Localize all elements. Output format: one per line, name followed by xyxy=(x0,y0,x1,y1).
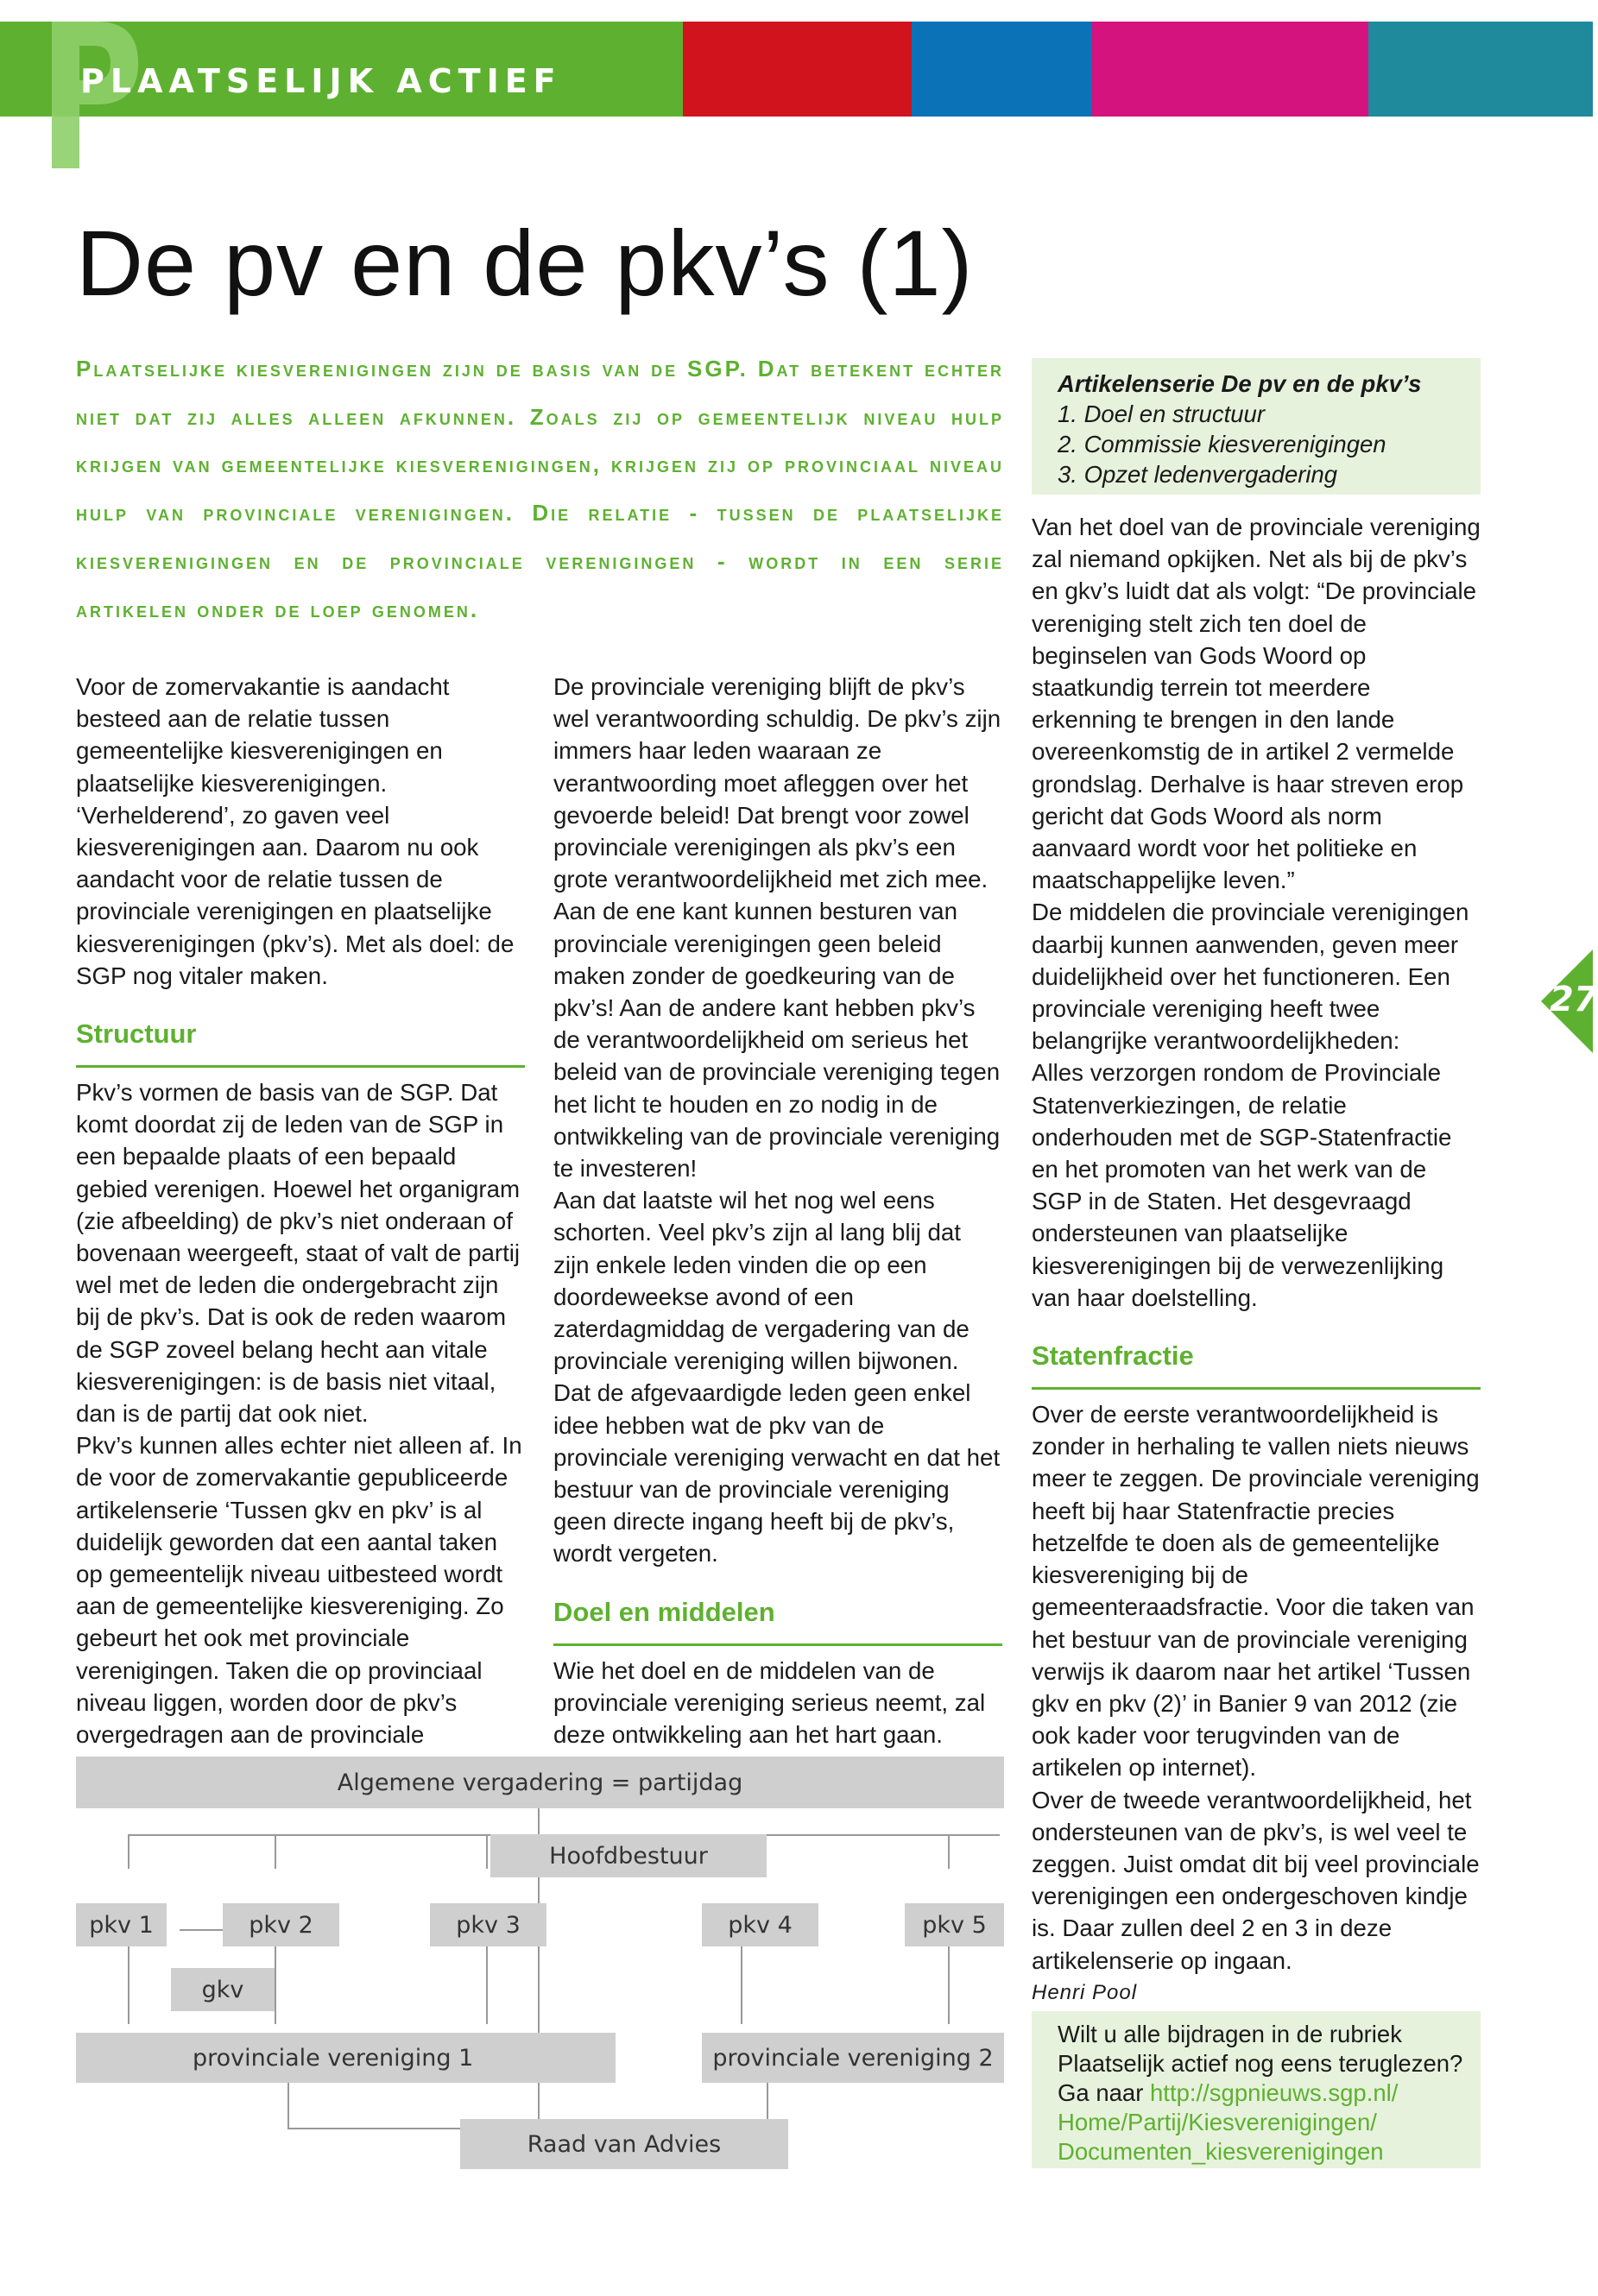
series-item: 3. Opzet ledenvergadering xyxy=(1058,461,1338,488)
text-column-3 xyxy=(1032,511,1481,2009)
subheading-statenfractie: Statenfractie xyxy=(1032,1340,1481,1390)
org-pkv-5: pkv 5 xyxy=(905,1903,1004,1946)
organigram xyxy=(76,1757,1004,2179)
org-pkv-1: pkv 1 xyxy=(76,1903,167,1946)
paragraph: Pkv’s kunnen alles echter niet alleen af. In de voor de zomervakantie gepubliceerde artikelenserie ‘Tussen gkv en pkv’ is al duidelijk geworden dat een aantal taken op gemeentelijk niveau uitbesteed wordt aan de gemeentelijke kiesvereniging. Zo gebeurt het ook met provinciale verenigingen. Taken die op provinciaal niveau liggen, worden door de pkv’s overgedragen aan de provinciale xyxy=(76,1432,522,1749)
org-gkv: gkv xyxy=(171,1968,275,2011)
article-title: De pv en de pkv’s (1) xyxy=(76,211,974,315)
paragraph: Pkv’s vormen de basis van de SGP. Dat komt doordat zij de leden van de SGP in een bepaalde plaats of een bepaald gebied verenigen. Hoewel het organigram (zie afbeelding) de pkv’s niet onderaan of bovenaan weergeeft, staat of valt de partij wel met de leden die ondergebracht zijn bij de pkv’s. Dat is ook de reden waarom de SGP zoveel belang hecht aan vitale kiesverenigingen: is de basis niet vitaal, dan is de partij dat ook niet. xyxy=(76,1079,521,1428)
color-segment-pink xyxy=(1092,22,1368,117)
series-box-heading: Artikelenserie De pv en de pkv’s xyxy=(1058,370,1422,397)
org-pkv-4: pkv 4 xyxy=(702,1903,818,1946)
org-hoofdbestuur: Hoofdbestuur xyxy=(490,1834,767,1877)
paragraph: Voor de zomervakantie is aandacht besteed aan de relatie tussen gemeentelijke kiesverenigingen en plaatselijke kiesverenigingen. ‘Verhelderend’, zo gaven veel kiesverenigingen aan. Daarom nu ook aandacht voor de relatie tussen de provinciale verenigingen en plaatselijke kiesverenigingen (pkv’s). Met als doel: de SGP nog vitaler maken. xyxy=(76,673,515,989)
subheading-structuur: Structuur xyxy=(76,1018,525,1068)
text-column-2 xyxy=(553,671,1002,1750)
series-item: 2. Commissie kiesverenigingen xyxy=(1058,431,1386,457)
connector-line xyxy=(486,1834,488,1869)
paragraph: Over de eerste verantwoordelijkheid is zonder in herhaling te vallen niets nieuws meer te zeggen. De provinciale vereniging heeft bij haar Statenfractie precies hetzelfde te doen als de gemeentelijke kiesvereniging bij de gemeenteraadsfractie. Voor die taken van het bestuur van de provinciale vereniging verwijs ik daarom naar het artikel ‘Tussen gkv en pkv (2)’ in Banier 9 van 2012 (zie ook kader voor terugvinden van de artikelen op internet). xyxy=(1032,1401,1480,1782)
series-box xyxy=(1032,358,1481,495)
article-intro: Plaatselijke kiesverenigingen zijn de basis van de SGP. Dat betekent echter niet dat zij alles alleen afkunnen. Zoals zij op gemeentelijk niveau hulp krijgen van gemeentelijke kiesverenigingen, krijgen zij op provinciaal niveau hulp van provinciale verenigingen. Die relatie - tussen de plaatselijke kiesverenigingen en de provinciale verenigingen - wordt in een serie artikelen onder de loep genomen. xyxy=(76,356,1004,622)
archive-link-part: Documenten_kiesverenigingen xyxy=(1058,2138,1384,2165)
paragraph: De provinciale vereniging blijft de pkv’s wel verantwoording schuldig. De pkv’s zijn immers haar leden waaraan ze verantwoording moet afleggen over het gevoerde beleid! Dat brengt voor zowel provinciale verenigingen als pkv’s een grote verantwoordelijkheid met zich mee. Aan de ene kant kunnen besturen van provinciale verenigingen geen beleid maken zonder de goedkeuring van de pkv’s! Aan de andere kant hebben pkv’s de verantwoordelijkheid om serieus het beleid van de provinciale vereniging tegen het licht te houden en zo nodig in de ontwikkeling van de provinciale vereniging te investeren! xyxy=(553,673,1001,1183)
color-segment-red xyxy=(683,22,912,117)
author-name: Henri Pool xyxy=(1032,1980,1138,2004)
link-box-text: Wilt u alle bijdragen in de rubriek Plaatselijk actief nog eens teruglezen? Ga naar xyxy=(1058,2021,1463,2106)
connector-line xyxy=(948,1834,950,1869)
paragraph: Aan dat laatste wil het nog wel eens schorten. Veel pkv’s zijn al lang blij dat zijn enkele leden vinden die op een doordeweekse avond of een zaterdagmiddag de vergadering van de provinciale vereniging willen bijwonen. Dat de afgevaardigde leden geen enkel idee hebben wat de pkv van de provinciale vereniging verwacht en dat het bestuur van de provinciale vereniging geen directe ingang heeft bij de pkv’s, wordt vergeten. xyxy=(553,1187,1001,1567)
paragraph: Over de tweede verantwoordelijkheid, het ondersteunen van de pkv’s, is wel veel te zeggen. Juist omdat dit bij veel provinciale verenigingen een ondergeschoven kindje is. Daar zullen deel 2 en 3 in deze artikelenserie op ingaan. xyxy=(1032,1786,1480,1974)
org-pkv-3: pkv 3 xyxy=(430,1903,546,1946)
connector-line xyxy=(287,2128,460,2129)
subheading-doel-en-middelen: Doel en middelen xyxy=(553,1596,1002,1646)
text-column-1 xyxy=(76,671,525,1783)
series-item: 1. Doel en structuur xyxy=(1058,401,1265,427)
connector-line xyxy=(128,1834,129,1869)
connector-line xyxy=(275,1834,276,1869)
org-pkv-2: pkv 2 xyxy=(223,1903,339,1946)
paragraph: Alles verzorgen rondom de Provinciale Statenverkiezingen, de relatie onderhouden met de SGP-Statenfractie en het promoten van het werk van de SGP in de Staten. Het desgevraagd ondersteunen van plaatselijke kiesverenigingen bij de verwezenlijking van haar doelstelling. xyxy=(1032,1059,1452,1311)
link-box xyxy=(1032,2011,1481,2168)
paragraph: Wie het doel en de middelen van de provinciale vereniging serieus neemt, zal deze ontwikkeling aan het hart gaan. xyxy=(553,1656,986,1749)
page-number: 27 xyxy=(1550,980,1598,1019)
org-provinciale-vereniging-2: provinciale vereniging 2 xyxy=(702,2033,1004,2083)
color-segment-teal xyxy=(1368,22,1593,117)
org-raad-van-advies: Raad van Advies xyxy=(460,2119,788,2169)
paragraph: De middelen die provinciale verenigingen daarbij kunnen aanwenden, geven meer duidelijkheid over het functioneren. Een provinciale vereniging heeft twee belangrijke verantwoordelijkheden: xyxy=(1032,899,1469,1055)
archive-link-part: Home/Partij/Kiesverenigingen/ xyxy=(1058,2109,1377,2135)
color-segment-blue xyxy=(912,22,1092,117)
connector-line xyxy=(287,2076,289,2128)
section-label: PLAATSELIJK ACTIEF xyxy=(80,62,562,100)
paragraph: Van het doel van de provinciale vereniging zal niemand opkijken. Net als bij de pkv’s en gkv’s luidt dat als volgt: “De provinciale vereniging stelt zich ten doel de beginselen van Gods Woord op staatkundig terrein tot meerdere erkenning te brengen in den lande overeenkomstig de in artikel 2 vermelde grondslag. Derhalve is haar streven erop gericht dat Gods Woord als norm aanvaard wordt voor het politieke en maatschappelijke leven.” xyxy=(1032,514,1481,894)
org-algemene-vergadering: Algemene vergadering = partijdag xyxy=(76,1757,1004,1808)
org-provinciale-vereniging-1: provinciale vereniging 1 xyxy=(76,2033,616,2083)
archive-link-part: http://sgpnieuws.sgp.nl/ xyxy=(1150,2079,1399,2106)
